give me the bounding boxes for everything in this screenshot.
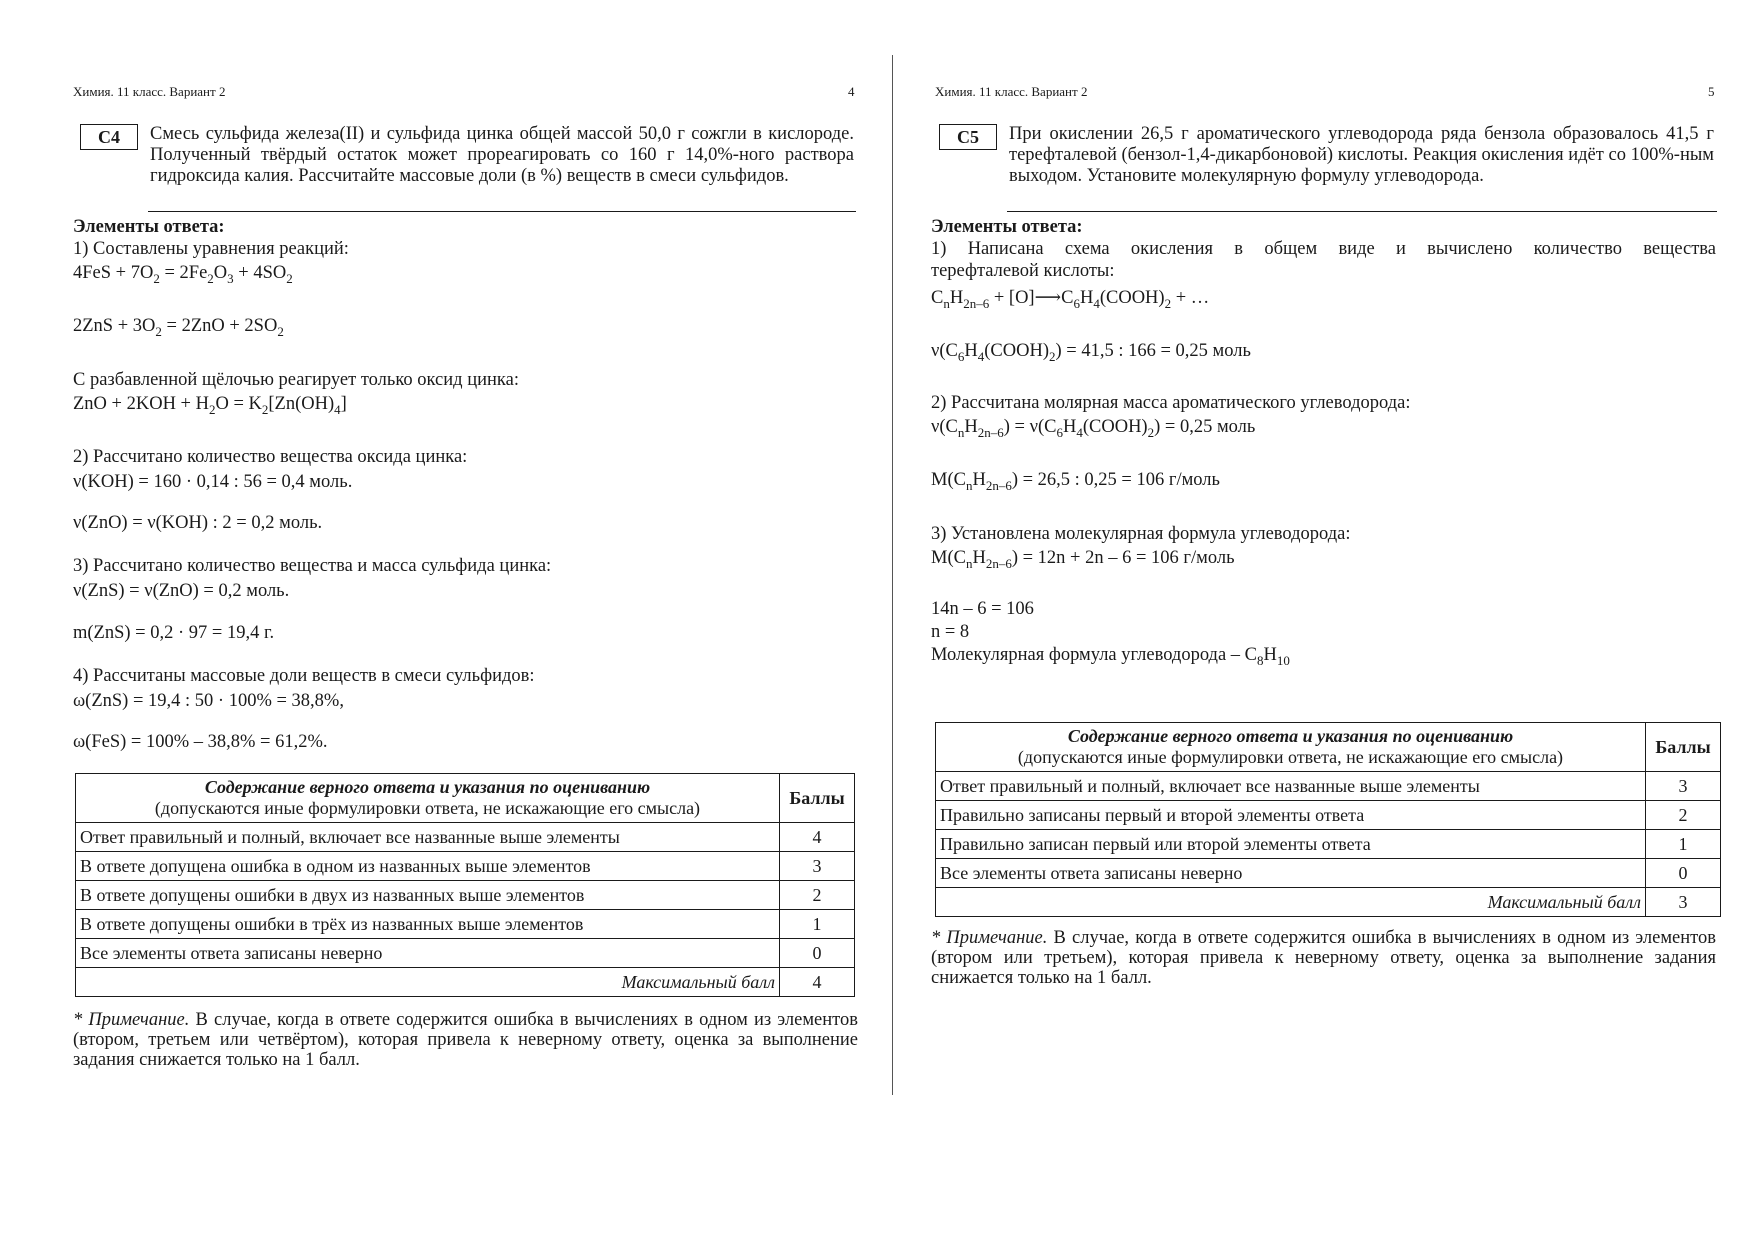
calc-koh: ν(KOH) = 160 · 0,14 : 56 = 0,4 моль. bbox=[73, 472, 353, 492]
page-header: Химия. 11 класс. Вариант 2 bbox=[935, 84, 1088, 99]
table-row bbox=[76, 852, 855, 881]
row-points: 0 bbox=[780, 939, 855, 968]
calc-hydrocarbon-amount: $\nu(C_nH_{2n-6})$ = $\nu(C_6H_4(COOH)_2) = 0,25$ моль bbox=[931, 417, 1256, 440]
row-points: 2 bbox=[780, 881, 855, 910]
table-header-points: Баллы bbox=[1646, 723, 1721, 772]
elements-heading: Элементы ответа: bbox=[73, 217, 225, 237]
calc-zno: ν(ZnO) = ν(KOH) : 2 = 0,2 моль. bbox=[73, 513, 323, 533]
footnote-label: * Примечание. bbox=[73, 1010, 190, 1030]
calc-formula-mass: $M(C_nH_{2n-6}) = 12n + 2n - 6 = 106$ г/моль bbox=[931, 548, 1235, 571]
table-row bbox=[76, 939, 855, 968]
calc-equation: 14n – 6 = 106 bbox=[931, 599, 1034, 619]
table-row bbox=[936, 801, 1721, 830]
step-4-title: 4) Рассчитаны массовые доли веществ в смеси сульфидов: bbox=[73, 666, 535, 686]
footnote-text: В случае, когда в ответе содержится ошибка в вычислениях в одном из элементов (втором, третьем или четвёртом), которая привела к неверному ответу, оценка за выполнение задания снижается только на 1 балл. bbox=[73, 1010, 858, 1070]
max-score-label: Максимальный балл bbox=[76, 968, 780, 997]
row-points: 4 bbox=[780, 823, 855, 852]
calc-zns-mass: m(ZnS) = 0,2 · 97 = 19,4 г. bbox=[73, 623, 275, 643]
table-header-main: Содержание верного ответа и указания по оцениванию bbox=[204, 777, 651, 797]
table-max-row bbox=[76, 968, 855, 997]
step-1-line-1: 1) Написана схема окисления в общем виде и вычислено количество вещества bbox=[931, 239, 1716, 259]
task-code-badge: C5 bbox=[939, 124, 997, 150]
page-number: 4 bbox=[848, 84, 855, 99]
task-underline bbox=[148, 211, 856, 212]
table-header-sub: (допускаются иные формулировки ответа, не искажающие его смысла) bbox=[1017, 747, 1564, 767]
row-points: 3 bbox=[1646, 772, 1721, 801]
calc-acid-amount: $\nu(C_6H_4(COOH)_2) = 41,5$ : 166 = 0,25 моль bbox=[931, 341, 1251, 364]
molecular-formula: Молекулярная формула углеводорода – $C_8H_{10}$ bbox=[931, 645, 1290, 668]
equation-zno-koh: ZnO + $2KOH + H_2O = K_2[Zn(OH)_4]$ bbox=[73, 394, 347, 417]
row-points: 1 bbox=[1646, 830, 1721, 859]
max-score-value: 3 bbox=[1646, 888, 1721, 917]
max-score-label: Максимальный балл bbox=[936, 888, 1646, 917]
max-score-value: 4 bbox=[780, 968, 855, 997]
step-2-title: 2) Рассчитано количество вещества оксида цинка: bbox=[73, 447, 468, 467]
calc-w-zns: ω(ZnS) = 19,4 : 50 · 100% = 38,8%, bbox=[73, 691, 344, 711]
table-header-row bbox=[936, 723, 1721, 772]
footnote bbox=[73, 1010, 858, 1070]
row-points: 2 bbox=[1646, 801, 1721, 830]
row-criterion: Все элементы ответа записаны неверно bbox=[76, 939, 780, 968]
table-row bbox=[936, 859, 1721, 888]
row-points: 1 bbox=[780, 910, 855, 939]
task-underline bbox=[1007, 211, 1717, 212]
row-points: 0 bbox=[1646, 859, 1721, 888]
row-criterion: В ответе допущены ошибки в двух из названных выше элементов bbox=[76, 881, 780, 910]
footnote-text: В случае, когда в ответе содержится ошибка в вычислениях в одном из элементов (втором или третьем), которая привела к неверному ответу, оценка за выполнение задания снижается только на 1 балл. bbox=[931, 928, 1716, 988]
formula-prefix: Молекулярная формула углеводорода – C bbox=[931, 645, 1258, 665]
table-header-row bbox=[76, 774, 855, 823]
table-header-content bbox=[936, 723, 1646, 772]
row-criterion: Все элементы ответа записаны неверно bbox=[936, 859, 1646, 888]
table-row bbox=[76, 823, 855, 852]
table-row bbox=[76, 881, 855, 910]
footnote bbox=[931, 928, 1716, 988]
table-header-main: Содержание верного ответа и указания по оцениванию bbox=[1067, 726, 1514, 746]
page-number: 5 bbox=[1708, 84, 1715, 99]
row-criterion: Правильно записаны первый и второй элементы ответа bbox=[936, 801, 1646, 830]
row-criterion: Правильно записан первый или второй элементы ответа bbox=[936, 830, 1646, 859]
equation-zns: $2ZnS + 3O_2 = 2ZnO + 2SO_2$ bbox=[73, 316, 284, 339]
row-points: 3 bbox=[780, 852, 855, 881]
scoring-table bbox=[935, 722, 1721, 917]
calc-n: n = 8 bbox=[931, 622, 970, 642]
step-1-line-2: терефталевой кислоты: bbox=[931, 261, 1115, 281]
task-code-badge: C4 bbox=[80, 124, 138, 150]
row-criterion: Ответ правильный и полный, включает все названные выше элементы bbox=[936, 772, 1646, 801]
elements-heading: Элементы ответа: bbox=[931, 217, 1083, 237]
footnote-label: * Примечание. bbox=[931, 928, 1048, 948]
table-max-row bbox=[936, 888, 1721, 917]
table-row bbox=[936, 830, 1721, 859]
calc-w-fes: ω(FeS) = 100% – 38,8% = 61,2%. bbox=[73, 732, 328, 752]
equation-fes: $4FeS + 7O_2 = 2Fe_2O_3 + 4SO_2$ bbox=[73, 263, 293, 286]
table-row bbox=[76, 910, 855, 939]
page-header: Химия. 11 класс. Вариант 2 bbox=[73, 84, 226, 99]
calc-zns-amount: ν(ZnS) = ν(ZnO) = 0,2 моль. bbox=[73, 581, 290, 601]
table-row bbox=[936, 772, 1721, 801]
table-header-sub: (допускаются иные формулировки ответа, не искажающие его смысла) bbox=[154, 798, 701, 818]
table-header-content bbox=[76, 774, 780, 823]
scoring-table bbox=[75, 773, 855, 997]
step-3-title: 3) Установлена молекулярная формула углеводорода: bbox=[931, 524, 1351, 544]
task-text: Смесь сульфида железа(II) и сульфида цинка общей массой 50,0 г сожгли в кислороде. Полученный твёрдый остаток может прореагировать со 160 г 14,0%-ного раствора гидроксида калия. Рассчитайте массовые доли (в %) веществ в смеси сульфидов. bbox=[150, 124, 854, 186]
step-1-title: 1) Составлены уравнения реакций: bbox=[73, 239, 349, 259]
oxidation-scheme: $C_nH_{2n-6}$ + $[O]⟶C_6H_4(COOH)_2$ + … bbox=[931, 288, 1210, 311]
row-criterion: В ответе допущены ошибки в трёх из названных выше элементов bbox=[76, 910, 780, 939]
step-2-title: 2) Рассчитана молярная масса ароматического углеводорода: bbox=[931, 393, 1411, 413]
step-3-title: 3) Рассчитано количество вещества и масса сульфида цинка: bbox=[73, 556, 552, 576]
calc-molar-mass: $M(C_nH_{2n-6}) = 26,5$ : 0,25 = 106 г/моль bbox=[931, 470, 1220, 493]
right-page bbox=[893, 0, 1754, 1239]
task-text: При окислении 26,5 г ароматического углеводорода ряда бензола образовалось 41,5 г терефталевой (бензол-1,4-дикарбоновой) кислоты. Реакция окисления идёт со 100%-ным выходом. Установите молекулярную формулу углеводорода. bbox=[1009, 124, 1714, 186]
row-criterion: В ответе допущена ошибка в одном из названных выше элементов bbox=[76, 852, 780, 881]
row-criterion: Ответ правильный и полный, включает все названные выше элементы bbox=[76, 823, 780, 852]
table-header-points: Баллы bbox=[780, 774, 855, 823]
alkali-note: С разбавленной щёлочью реагирует только оксид цинка: bbox=[73, 370, 519, 390]
